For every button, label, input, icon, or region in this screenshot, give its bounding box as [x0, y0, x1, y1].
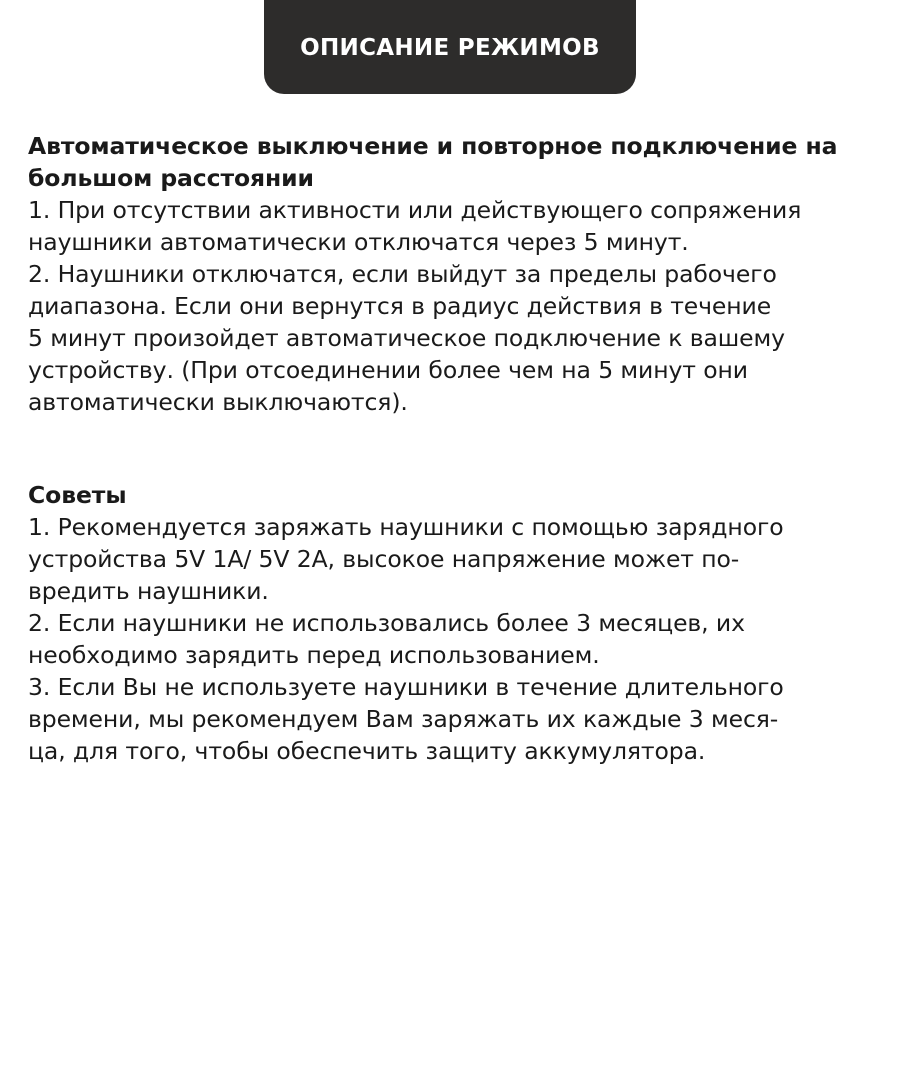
content — [28, 130, 878, 767]
section-auto-off — [28, 130, 878, 418]
header-tab — [264, 0, 636, 94]
paragraph-auto-off-2: 2. Наушники отключатся, если выйдут за пределы рабочего диапазона. Если они вернутся в радиус действия в течение 5 минут произойдет автоматическое подключение к вашему устройству. (При отсоединении более чем на 5 минут они автоматически выключаются). — [28, 260, 785, 416]
paragraph-tips-1: 1. Рекомендуется заряжать наушники с помощью зарядного устройства 5V 1A/ 5V 2A, высокое напряжение может по- вредить наушники. — [28, 513, 784, 605]
section-tips — [28, 479, 878, 767]
paragraph-tips-3: 3. Если Вы не используете наушники в течение длительного времени, мы рекомендуем Вам заряжать их каждые 3 меся- ца, для того, чтобы обеспечить защиту аккумулятора. — [28, 673, 784, 765]
paragraph-auto-off-1: 1. При отсутствии активности или действующего сопряжения наушники автоматически отключатся через 5 минут. — [28, 196, 802, 256]
section-title-auto-off: Автоматическое выключение и повторное подключение на большом расстоянии — [28, 132, 838, 192]
paragraph-tips-2: 2. Если наушники не использовались более 3 месяцев, их необходимо зарядить перед использованием. — [28, 609, 745, 669]
page-title: ОПИСАНИЕ РЕЖИМОВ — [300, 35, 600, 61]
section-title-tips: Советы — [28, 481, 127, 509]
